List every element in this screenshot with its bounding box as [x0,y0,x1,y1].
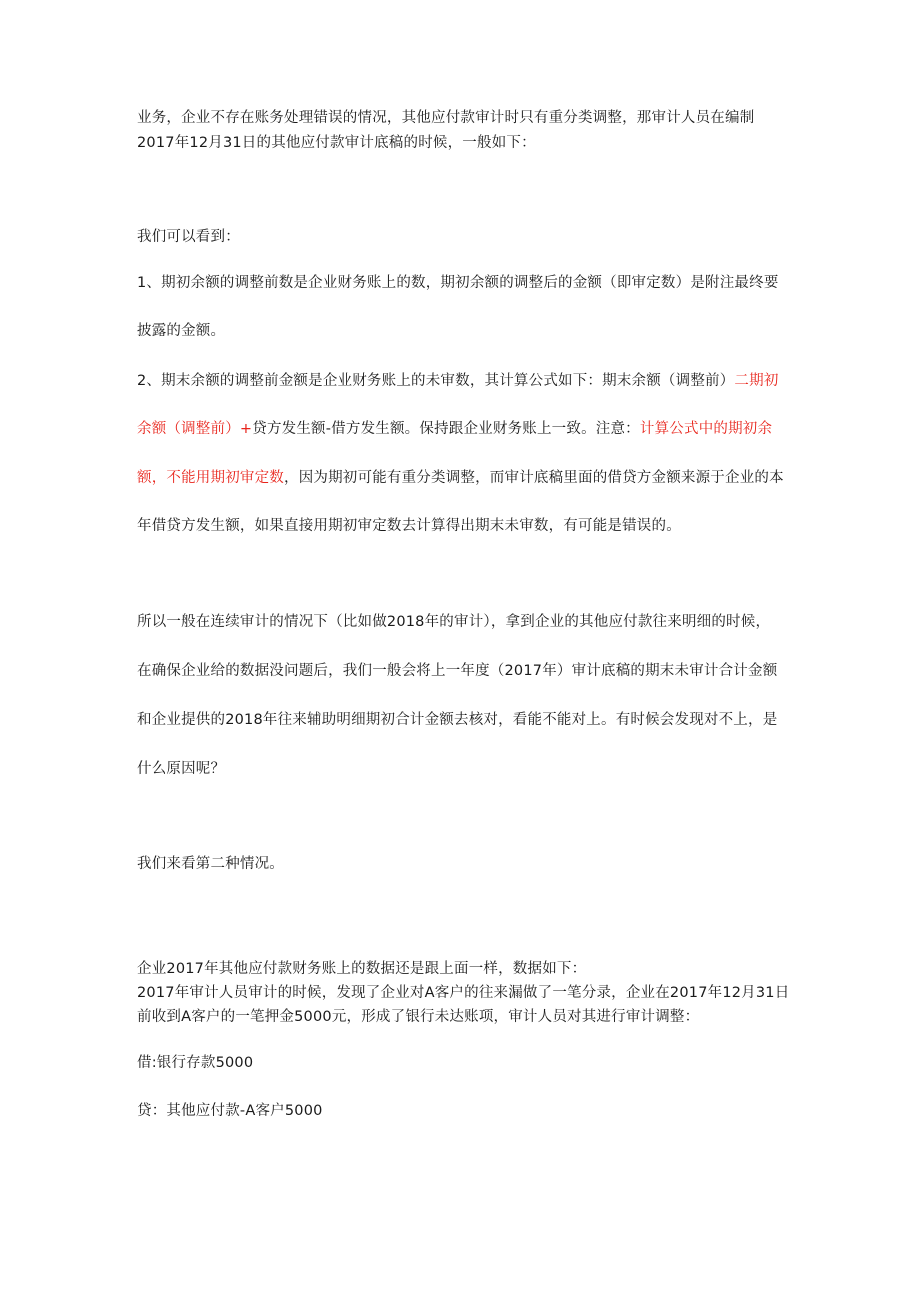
para-3-line-2: 在确保企业给的数据没问题后，我们一般会将上一年度（2017年）审计底稿的期末未审计合计金额 [137,663,778,679]
debit-entry: 借:银行存款5000 [137,1055,254,1071]
para-3-line-1: 所以一般在连续审计的情况下（比如做2018年的审计），拿到企业的其他应付款往来明细的时候， [137,614,771,630]
second-case-heading: 我们来看第二种情况。 [137,856,284,872]
point-2-text: 2、期末余额的调整前金额是企业财务账上的未审数，其计算公式如下：期末余额（调整前） [137,373,735,389]
point-1-line-1: 1、期初余额的调整前数是企业财务账上的数，期初余额的调整后的金额（即审定数）是附注最终要 [137,275,779,291]
para-3-line-3: 和企业提供的2018年往来辅助明细期初合计金额去核对，看能不能对上。有时候会发现对不上，是 [137,712,778,728]
para-4-line-2: 2017年审计人员审计的时候，发现了企业对A客户的往来漏做了一笔分录，企业在2017年12月31日 [137,985,790,1001]
highlight-text: 计算公式中的期初余 [639,421,773,437]
highlight-text: 余额（调整前）+ [137,421,253,437]
point-2-text: 贷方发生额-借方发生额。保持跟企业财务账上一致。注意： [252,421,640,437]
intro-line-1: 业务，企业不存在账务处理错误的情况，其他应付款审计时只有重分类调整，那审计人员在编制 [137,110,755,126]
point-2-line-1 [137,370,779,392]
highlight-text: 二期初 [734,373,779,389]
we-can-see: 我们可以看到： [137,229,240,245]
para-3-line-4: 什么原因呢？ [137,761,226,777]
point-2-line-4: 年借贷方发生额，如果直接用期初审定数去计算得出期末未审数，有可能是错误的。 [137,518,681,534]
para-4-line-3: 前收到A客户的一笔押金5000元，形成了银行未达账项，审计人员对其进行审计调整： [137,1009,700,1025]
intro-line-2: 2017年12月31日的其他应付款审计底稿的时候，一般如下： [137,135,536,151]
para-4-line-1: 企业2017年其他应付款财务账上的数据还是跟上面一样，数据如下： [137,961,587,977]
point-2-line-3 [137,467,784,489]
highlight-text: 额，不能用期初审定数 [137,470,284,486]
credit-entry: 贷：其他应付款-A客户5000 [137,1103,323,1119]
point-2-line-2 [137,418,772,440]
point-2-text: ，因为期初可能有重分类调整，而审计底稿里面的借贷方金额来源于企业的本 [284,470,784,486]
point-1-line-2: 披露的金额。 [137,323,226,339]
